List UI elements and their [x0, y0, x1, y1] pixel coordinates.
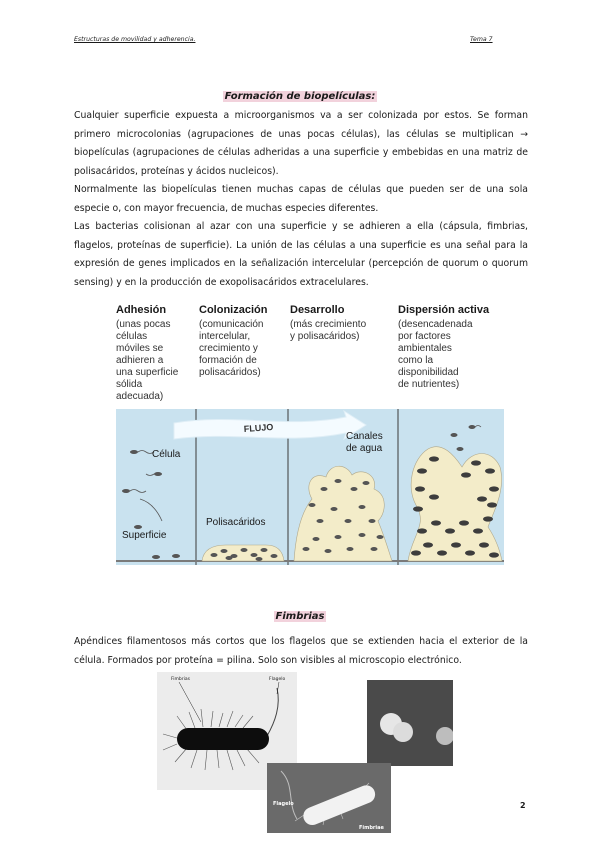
- colonization-matrix: [202, 545, 284, 561]
- stage-title-colonization: Colonización: [199, 304, 268, 316]
- photo-label-flagellum: Flagelo: [273, 801, 294, 807]
- biofilm-formation-diagram: [116, 299, 504, 565]
- paragraph: Las bacterias colisionan al azar con una superficie y se adhieren a ella (cápsula, fimbrias, flagelos, proteínas de superficie). La unión de las células a una superficie es una señal para la expresión de genes implicados en la señalización intercelular (percepción de quorum o quorum sensing) y en la producción de exopolisacáridos extracelulares.: [74, 221, 528, 288]
- stage-desc-line: sólida: [116, 379, 143, 390]
- stage-desc-line: células: [116, 331, 148, 342]
- stage-desc-line: adhieren a: [116, 355, 164, 366]
- photo-label-fimbriae: Fimbrias: [171, 677, 190, 682]
- fimbriae-text: [74, 633, 528, 670]
- bacterium-body: [177, 728, 269, 750]
- stage-desc-line: (comunicación: [199, 319, 264, 330]
- stage-desc-line: (desencadenada: [398, 319, 473, 330]
- label-cell: Célula: [152, 449, 181, 460]
- stage-desc-line: crecimiento y: [199, 343, 258, 354]
- stage-desc-line: una superficie: [116, 367, 179, 378]
- section-title-fimbriae: Fimbrias: [275, 611, 325, 622]
- stage-desc-line: móviles se: [116, 343, 164, 354]
- paragraph: Apéndices filamentosos más cortos que los flagelos que se extienden hacia el exterior de la célula. Formados por proteína = pilina. Solo son visibles al microscopio electrónico.: [74, 636, 528, 666]
- stage-desc-line: ambientales: [398, 343, 452, 354]
- micrograph-flagellum-fimbriae: [267, 763, 391, 833]
- stage-desc-line: disponibilidad: [398, 367, 459, 378]
- stage-desc-line: polisacáridos): [199, 367, 261, 378]
- label-surface: Superficie: [122, 530, 167, 541]
- label-water-channels: de agua: [346, 443, 383, 454]
- stage-desc-line: formación de: [199, 355, 257, 366]
- micrograph-darkfield: [367, 680, 453, 766]
- header-topic: Tema 7: [470, 36, 493, 43]
- stage-title-adhesion: Adhesión: [116, 304, 167, 316]
- stage-title-dispersal: Dispersión activa: [398, 304, 490, 316]
- page-number: 2: [520, 801, 526, 810]
- biofilm-text: [74, 107, 528, 292]
- label-water-channels: Canales: [346, 431, 383, 442]
- photo-label-fimbriae: Fimbriae: [359, 825, 384, 831]
- stage-desc-line: intercelular,: [199, 331, 251, 342]
- cell-bright: [393, 722, 413, 742]
- stage-desc-line: (unas pocas: [116, 319, 171, 330]
- paragraph: Normalmente las biopelículas tienen muchas capas de células que pueden ser de una sola especie o, con mayor frecuencia, de muchas especies diferentes.: [74, 184, 528, 214]
- section-title-biofilms: Formación de biopelículas:: [224, 91, 376, 102]
- header-doc-title: Estructuras de movilidad y adherencia.: [74, 36, 196, 43]
- paragraph: Cualquier superficie expuesta a microorganismos va a ser colonizada por estos. Se forman primero microcolonias (agrupaciones de unas pocas células), las células se multiplican → biopelículas (agrupaciones de células adheridas a una superficie y embebidas en una matriz de polisacáridos, proteínas y ácidos nucleicos).: [74, 110, 528, 177]
- photo-label-flagellum: Flagelo: [269, 677, 286, 682]
- label-polysaccharides: Polisacáridos: [206, 517, 266, 528]
- stage-title-development: Desarrollo: [290, 304, 345, 316]
- flow-label: FLUJO: [243, 421, 274, 434]
- stage-desc-line: y polisacáridos): [290, 331, 360, 342]
- stage-desc-line: adecuada): [116, 391, 164, 402]
- stage-desc-line: (más crecimiento: [290, 319, 367, 330]
- stage-desc-line: por factores: [398, 331, 451, 342]
- stage-desc-line: de nutrientes): [398, 379, 460, 390]
- stage-desc-line: como la: [398, 355, 434, 366]
